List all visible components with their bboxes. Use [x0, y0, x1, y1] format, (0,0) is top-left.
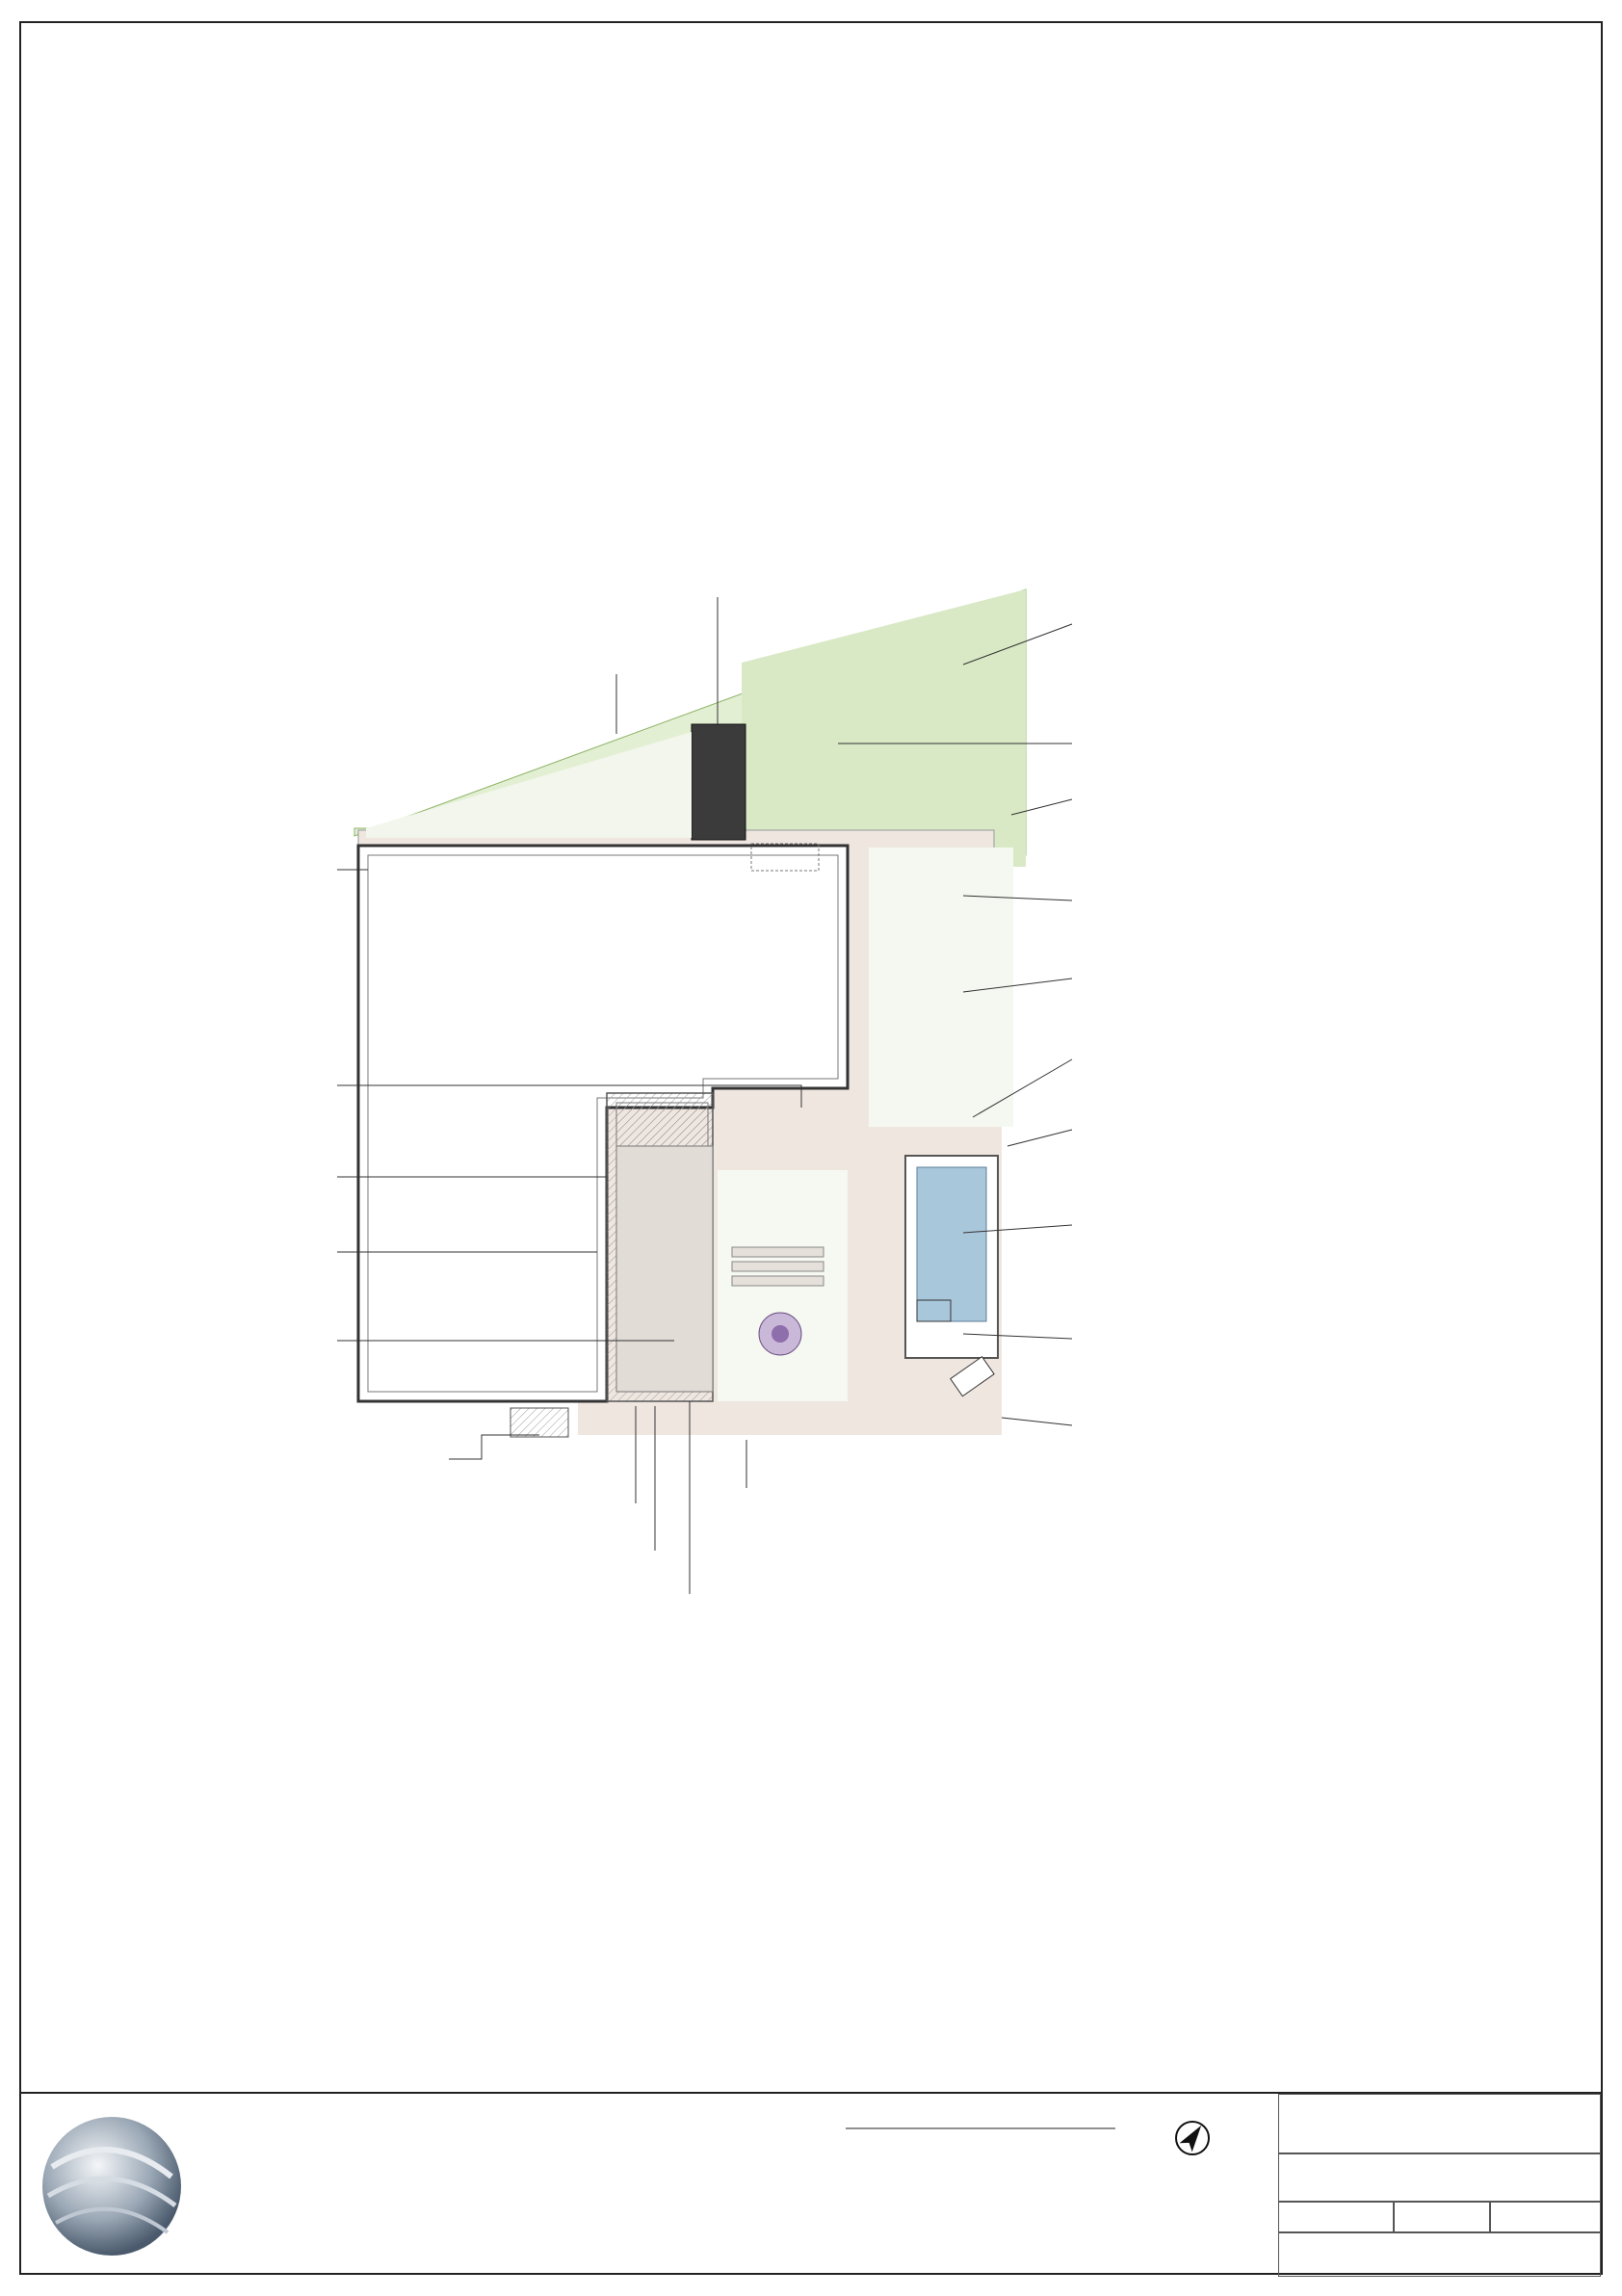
pool-equipment: [510, 1408, 568, 1437]
drawing-title-cell: [1278, 2232, 1601, 2277]
site-cell: [1278, 2094, 1601, 2153]
turf-area-lower: [742, 589, 1026, 867]
north-arrow-icon: [1173, 2119, 1212, 2157]
pool-water: [917, 1167, 986, 1321]
title-block: [21, 2092, 1601, 2277]
scale-cell: [1278, 2202, 1394, 2232]
shed: [692, 724, 746, 840]
client-cell: [1278, 2153, 1601, 2202]
sphere-logo-icon: [35, 2109, 189, 2263]
drawn-cell: [1394, 2202, 1490, 2232]
scale-bar: [821, 2101, 1129, 2140]
alfresco-floor: [616, 1146, 713, 1392]
side-garden-bed: [869, 848, 1013, 1127]
bathroom-garden-bed: [366, 732, 692, 838]
date-cell: [1490, 2202, 1601, 2232]
